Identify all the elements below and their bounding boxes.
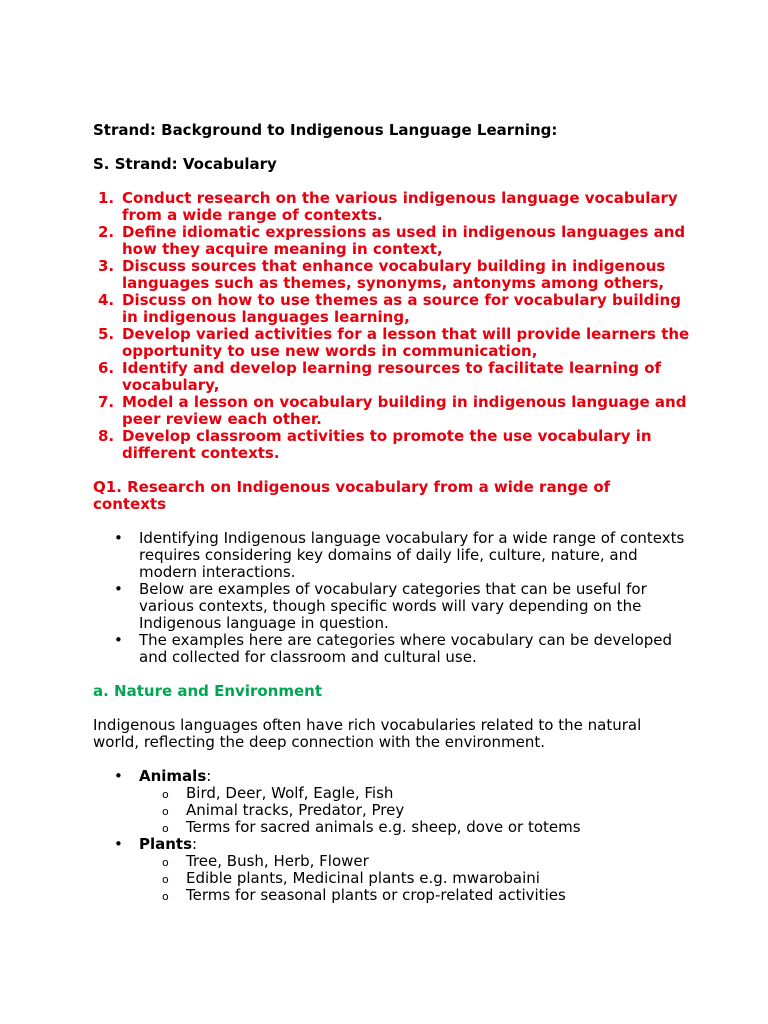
objective-number: 5.	[98, 325, 115, 343]
circle-bullet-icon: o	[162, 805, 169, 818]
objective-number: 4.	[98, 291, 115, 309]
spacer	[93, 173, 693, 190]
category-item-animals	[93, 768, 693, 836]
objective-item	[93, 326, 693, 360]
sub-item-text: Animal tracks, Predator, Prey	[186, 801, 405, 819]
sub-list-item	[139, 785, 693, 802]
strand-heading: Strand: Background to Indigenous Language Learning:	[93, 121, 558, 139]
objective-text: Discuss on how to use themes as a source for vocabulary building in indigenous languages learning,	[122, 291, 681, 326]
bullet-icon: •	[114, 835, 123, 853]
document-body	[93, 122, 693, 904]
sub-list-item	[139, 802, 693, 819]
sub-item-text: Terms for seasonal plants or crop-related activities	[186, 886, 566, 904]
objective-text: Define idiomatic expressions as used in indigenous languages and how they acquire meaning in context,	[122, 223, 686, 258]
objective-number: 1.	[98, 189, 115, 207]
q1-bullet-text: Below are examples of vocabulary categories that can be useful for various contexts, though specific words will vary depending on the Indigenous language in question.	[139, 580, 647, 632]
q1-bullet-list	[93, 530, 693, 666]
category-label: Plants	[139, 835, 193, 853]
spacer	[93, 513, 693, 530]
objective-item	[93, 190, 693, 224]
q1-bullet-item	[93, 581, 693, 632]
animals-sub-list	[139, 785, 693, 836]
circle-bullet-icon: o	[162, 873, 169, 886]
objective-text: Identify and develop learning resources to facilitate learning of vocabulary,	[122, 359, 662, 394]
sub-item-text: Terms for sacred animals e.g. sheep, dove or totems	[186, 818, 581, 836]
objective-text: Discuss sources that enhance vocabulary building in indigenous languages such as themes, synonyms, antonyms among others,	[122, 257, 666, 292]
objective-number: 7.	[98, 393, 115, 411]
circle-bullet-icon: o	[162, 890, 169, 903]
sub-list-item	[139, 887, 693, 904]
objective-text: Conduct research on the various indigenous language vocabulary from a wide range of contexts.	[122, 189, 678, 224]
objective-text: Model a lesson on vocabulary building in indigenous language and peer review each other.	[122, 393, 687, 428]
q1-bullet-item	[93, 632, 693, 666]
category-colon: :	[192, 835, 198, 853]
spacer	[93, 139, 693, 156]
objective-item	[93, 394, 693, 428]
category-label: Animals	[139, 767, 207, 785]
q1-bullet-item	[93, 530, 693, 581]
objective-item	[93, 428, 693, 462]
sub-strand-heading: S. Strand: Vocabulary	[93, 155, 277, 173]
objective-text: Develop varied activities for a lesson that will provide learners the opportunity to use new words in communication,	[122, 325, 690, 360]
spacer	[93, 700, 693, 717]
category-item-plants	[93, 836, 693, 904]
sub-list-item	[139, 853, 693, 870]
objective-item	[93, 258, 693, 292]
section-a-intro: Indigenous languages often have rich vocabularies related to the natural world, reflecting the deep connection with the environment.	[93, 716, 642, 751]
sub-list-item	[139, 870, 693, 887]
bullet-icon: •	[114, 529, 123, 547]
q1-bullet-text: The examples here are categories where vocabulary can be developed and collected for classroom and cultural use.	[139, 631, 673, 666]
plants-sub-list	[139, 853, 693, 904]
circle-bullet-icon: o	[162, 788, 169, 801]
objective-item	[93, 360, 693, 394]
bullet-icon: •	[114, 580, 123, 598]
sub-item-text: Bird, Deer, Wolf, Eagle, Fish	[186, 784, 394, 802]
category-list	[93, 768, 693, 904]
section-a-heading: a. Nature and Environment	[93, 682, 322, 700]
q1-heading: Q1. Research on Indigenous vocabulary from a wide range of contexts	[93, 478, 611, 513]
objective-number: 3.	[98, 257, 115, 275]
circle-bullet-icon: o	[162, 822, 169, 835]
spacer	[93, 462, 693, 479]
objective-number: 8.	[98, 427, 115, 445]
objective-number: 6.	[98, 359, 115, 377]
q1-bullet-text: Identifying Indigenous language vocabulary for a wide range of contexts requires considering key domains of daily life, culture, nature, and modern interactions.	[139, 529, 685, 581]
spacer	[93, 751, 693, 768]
sub-item-text: Tree, Bush, Herb, Flower	[186, 852, 369, 870]
circle-bullet-icon: o	[162, 856, 169, 869]
sub-item-text: Edible plants, Medicinal plants e.g. mwarobaini	[186, 869, 540, 887]
objective-item	[93, 292, 693, 326]
category-colon: :	[206, 767, 212, 785]
bullet-icon: •	[114, 767, 123, 785]
sub-list-item	[139, 819, 693, 836]
objective-text: Develop classroom activities to promote the use vocabulary in different contexts.	[122, 427, 652, 462]
objectives-list	[93, 190, 693, 462]
objective-item	[93, 224, 693, 258]
spacer	[93, 666, 693, 683]
objective-number: 2.	[98, 223, 115, 241]
bullet-icon: •	[114, 631, 123, 649]
